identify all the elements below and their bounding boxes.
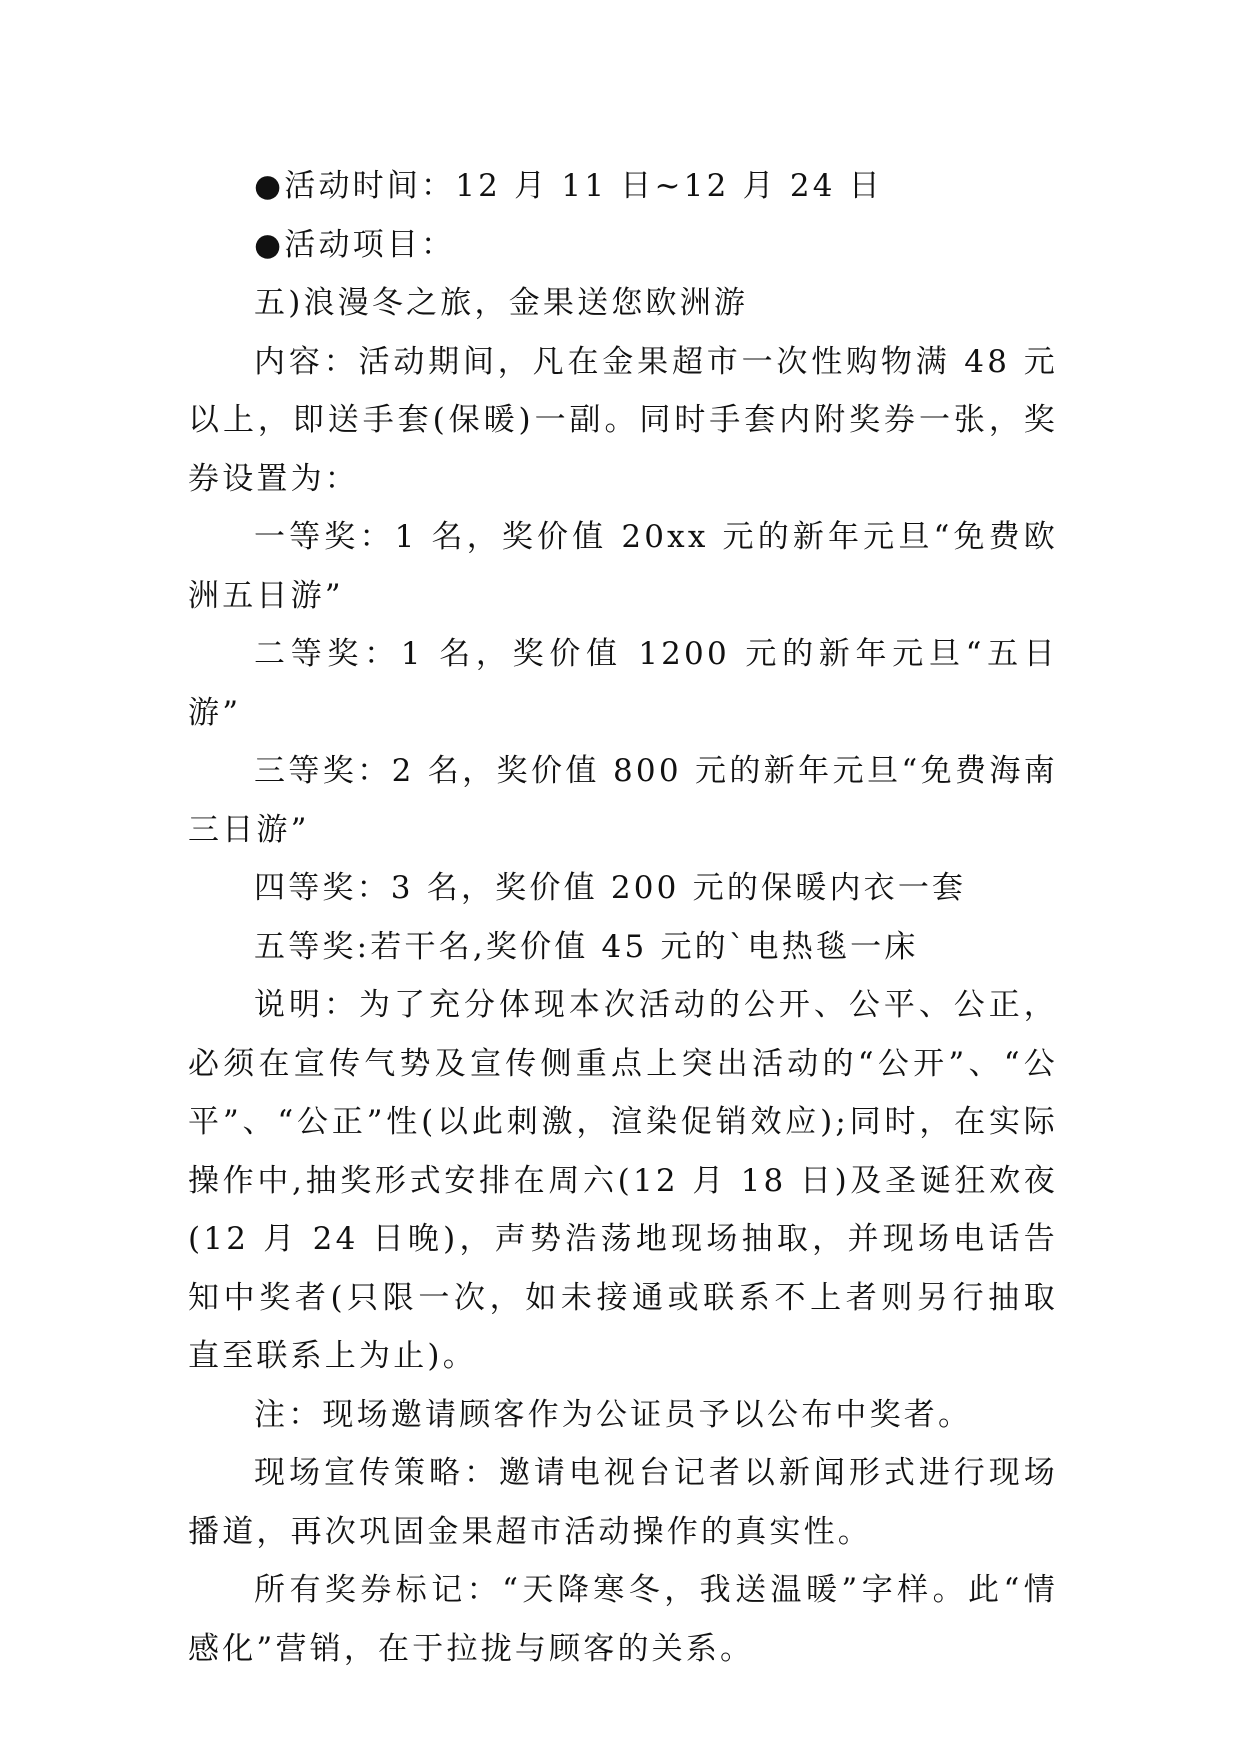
activity-time-line: ●活动时间：12 月 11 日~12 月 24 日 [254, 168, 883, 204]
prize-first: 一等奖：1 名，奖价值 20xx 元的新年元旦“免费欧洲五日游” [188, 519, 1058, 614]
section-heading-europe-trip: 五)浪漫冬之旅，金果送您欧洲游 [254, 285, 749, 321]
prize-fifth: 五等奖:若干名,奖价值 45 元的`电热毯一床 [254, 928, 919, 965]
promotion-strategy-paragraph: 现场宣传策略：邀请电视台记者以新闻形式进行现场播道，再次巩固金果超市活动操作的真实性。 [188, 1455, 1058, 1550]
prize-third: 三等奖：2 名，奖价值 800 元的新年元旦“免费海南三日游” [188, 753, 1058, 848]
document-body [188, 157, 1058, 1678]
prize-second: 二等奖：1 名，奖价值 1200 元的新年元旦“五日游” [188, 636, 1058, 731]
note-paragraph: 注：现场邀请顾客作为公证员予以公布中奖者。 [254, 1396, 973, 1433]
content-paragraph: 内容：活动期间，凡在金果超市一次性购物满 48 元以上，即送手套(保暖)一副。同时手套内附奖券一张，奖券设置为： [188, 343, 1058, 497]
prize-fourth: 四等奖：3 名，奖价值 200 元的保暖内衣一套 [254, 870, 967, 906]
activity-items-heading: ●活动项目： [254, 226, 456, 263]
explanation-paragraph: 说明：为了充分体现本次活动的公开、公平、公正，必须在宣传气势及宣传侧重点上突出活动的“公开”、“公平”、“公正”性(以此刺激，渲染促销效应);同时，在实际操作中,抽奖形式安排在周六(12 月 18 日)及圣诞狂欢夜(12 月 24 日晚)，声势浩荡地现场抽取，并现场电话告知中奖者(只限一次，如未接通或联系不上者则另行抽取直至联系上为止)。 [188, 987, 1058, 1374]
coupon-mark-paragraph: 所有奖券标记：“天降寒冬，我送温暖”字样。此“情感化”营销，在于拉拢与顾客的关系。 [188, 1572, 1058, 1667]
